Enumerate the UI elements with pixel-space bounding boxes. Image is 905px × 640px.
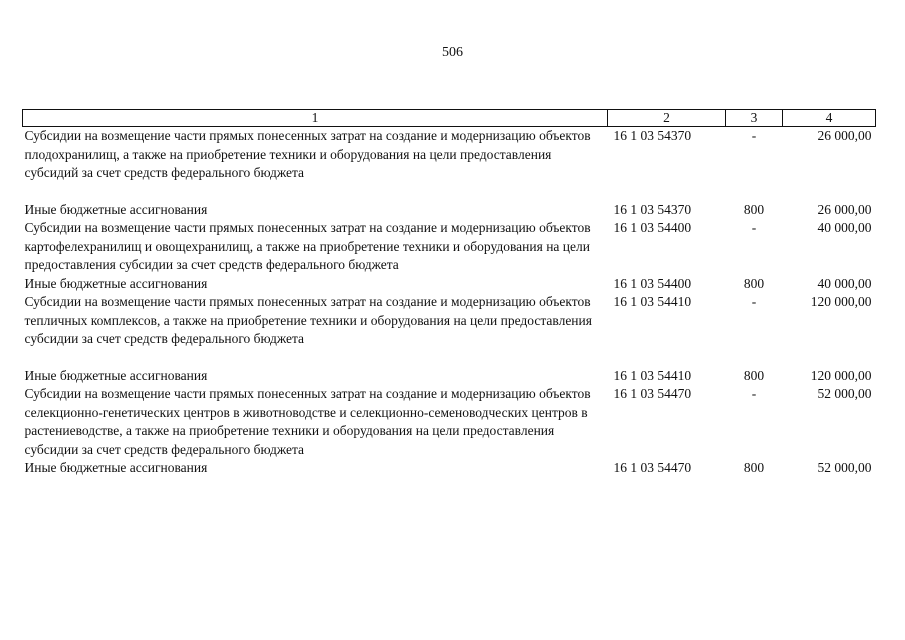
row-name: Иные бюджетные ассигнования — [24, 460, 208, 475]
row-sum: 26 000,00 — [817, 128, 872, 143]
table-row — [23, 127, 876, 201]
row-sum: 120 000,00 — [810, 294, 872, 309]
row-sum: 120 000,00 — [810, 367, 872, 383]
row-name: Субсидии на возмещение части прямых понесенных затрат на создание и модернизацию объектов плодохранилищ, а также на приобретение техники и оборудования на цели предоставления субсидий за счет средств федерального бюджета — [24, 128, 591, 180]
header-col-2: 2 — [608, 110, 726, 127]
row-expense-type: 800 — [743, 367, 765, 383]
header-col-4: 4 — [783, 110, 876, 127]
row-code: 16 1 03 54410 — [613, 294, 692, 309]
row-code: 16 1 03 54370 — [613, 128, 692, 143]
header-col-1: 1 — [23, 110, 608, 127]
table-header-row — [23, 110, 876, 127]
row-name: Субсидии на возмещение части прямых понесенных затрат на создание и модернизацию объектов тепличных комплексов, а также на приобретение техники и оборудования на цели предоставления субсидии за счет средств федерального бюджета — [24, 294, 592, 346]
row-code: 16 1 03 54410 — [613, 367, 692, 383]
row-expense-type: - — [751, 220, 757, 235]
row-name: Иные бюджетные ассигнования — [24, 201, 208, 217]
row-name: Иные бюджетные ассигнования — [24, 367, 208, 383]
row-expense-type: - — [751, 386, 757, 401]
row-expense-type: - — [751, 128, 757, 143]
row-sum: 26 000,00 — [817, 201, 872, 217]
row-name: Субсидии на возмещение части прямых понесенных затрат на создание и модернизацию объектов картофелехранилищ и овощехранилищ, а также на приобретение техники и оборудования на цели предоставления субсидии за счет средств федерального бюджета — [24, 220, 591, 272]
header-col-3: 3 — [726, 110, 783, 127]
row-expense-type: 800 — [743, 460, 765, 475]
table-row — [23, 219, 876, 275]
row-sum: 40 000,00 — [817, 275, 872, 291]
table-row — [23, 385, 876, 459]
table-row — [23, 275, 876, 294]
row-code: 16 1 03 54470 — [613, 460, 692, 475]
row-expense-type: - — [751, 294, 757, 309]
row-code: 16 1 03 54400 — [613, 275, 692, 291]
row-sum: 52 000,00 — [817, 386, 872, 401]
row-name: Иные бюджетные ассигнования — [24, 275, 208, 291]
row-code: 16 1 03 54370 — [613, 201, 692, 217]
row-sum: 52 000,00 — [817, 460, 872, 475]
row-expense-type: 800 — [743, 275, 765, 291]
row-sum: 40 000,00 — [817, 220, 872, 235]
row-name: Субсидии на возмещение части прямых понесенных затрат на создание и модернизацию объектов селекционно-генетических центров в животноводстве и селекционно-семеноводческих центров в растениеводстве, а также на приобретение техники и оборудования на цели предоставления субсидии за счет средств федерального бюджета — [24, 386, 591, 457]
row-code: 16 1 03 54470 — [613, 386, 692, 401]
row-code: 16 1 03 54400 — [613, 220, 692, 235]
budget-table — [22, 109, 876, 478]
table-row — [23, 367, 876, 386]
table-row — [23, 459, 876, 478]
table-row — [23, 293, 876, 367]
page-number: 506 — [442, 45, 463, 60]
table-body — [23, 127, 876, 478]
table-row — [23, 201, 876, 220]
row-expense-type: 800 — [743, 201, 765, 217]
